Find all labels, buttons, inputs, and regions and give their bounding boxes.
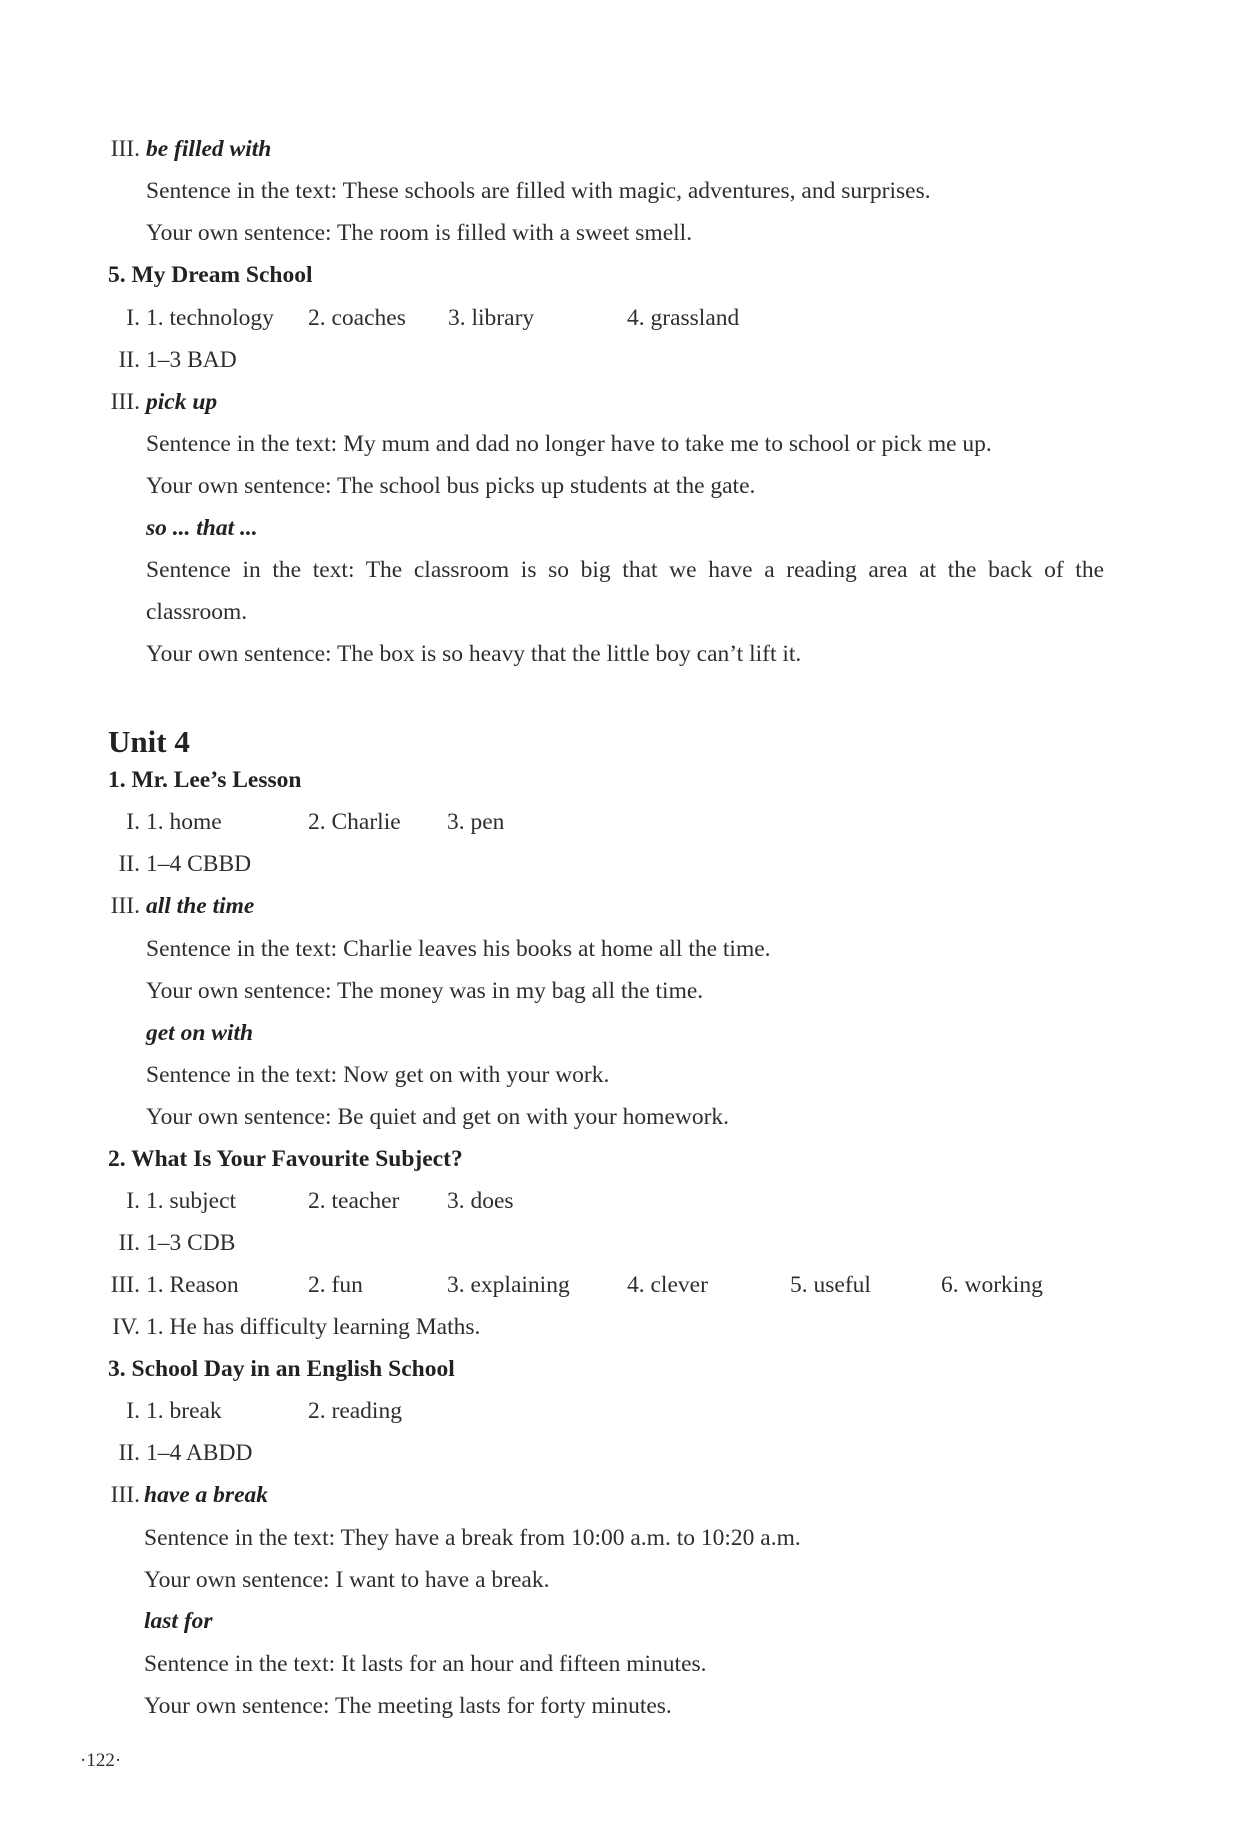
text-sentence	[0, 928, 1250, 970]
phrase-row	[0, 1012, 1250, 1054]
own-sentence-text: Your own sentence: The school bus picks up students at the gate.	[146, 473, 756, 499]
answer-item: 4. grassland	[627, 305, 740, 331]
exercise-row	[0, 1222, 1250, 1264]
exercise-label: I.	[126, 1188, 140, 1214]
section-title	[0, 1138, 1250, 1180]
own-sentence-text: Your own sentence: The room is filled with a sweet smell.	[146, 220, 693, 246]
section-title-text: 5. My Dream School	[108, 262, 313, 288]
text-sentence	[0, 1643, 1250, 1685]
phrase: all the time	[146, 893, 255, 919]
own-sentence	[0, 1685, 1250, 1727]
text-sentence-text: Sentence in the text: The classroom is so big that we have a reading area at the back of the	[146, 557, 1104, 583]
answer-item: 1. home	[146, 809, 222, 835]
exercise-row	[0, 843, 1250, 885]
text-sentence-text: Sentence in the text: It lasts for an hour and fifteen minutes.	[144, 1651, 707, 1677]
phrase-row	[0, 381, 1250, 423]
answer-item: 3. does	[447, 1188, 514, 1214]
text-sentence-text: Sentence in the text: My mum and dad no longer have to take me to school or pick me up.	[146, 431, 992, 457]
text-sentence-cont-text: classroom.	[146, 599, 248, 625]
text-sentence	[0, 1054, 1250, 1096]
answer-item: 1. break	[146, 1398, 222, 1424]
exercise-label: III.	[110, 1482, 140, 1508]
answer-item: 5. useful	[790, 1272, 871, 1298]
answer-item: 1. technology	[146, 305, 274, 331]
answer-item: 3. explaining	[447, 1272, 570, 1298]
answer-item: 2. fun	[308, 1272, 363, 1298]
text-sentence	[0, 549, 1250, 591]
phrase: so ... that ...	[146, 515, 258, 541]
own-sentence-text: Your own sentence: The meeting lasts for forty minutes.	[144, 1693, 672, 1719]
exercise-label: II.	[118, 1230, 140, 1256]
exercise-row	[0, 1390, 1250, 1432]
answer-text: 1–3 BAD	[146, 347, 237, 373]
text-sentence-text: Sentence in the text: Charlie leaves his books at home all the time.	[146, 936, 771, 962]
phrase: be filled with	[146, 136, 272, 162]
answer-text: 1–4 ABDD	[146, 1440, 253, 1466]
answer-item: 2. teacher	[308, 1188, 400, 1214]
section-title	[0, 254, 1250, 296]
answer-text: 1. He has difficulty learning Maths.	[146, 1314, 481, 1340]
exercise-row	[0, 801, 1250, 843]
answer-text: 1–3 CDB	[146, 1230, 236, 1256]
answer-item: 3. library	[448, 305, 535, 331]
answer-item: 3. pen	[447, 809, 505, 835]
answer-item: 6. working	[941, 1272, 1043, 1298]
exercise-label: II.	[118, 1440, 140, 1466]
unit-title: Unit 4	[108, 724, 190, 759]
text-sentence-text: Sentence in the text: These schools are filled with magic, adventures, and surprises.	[146, 178, 931, 204]
own-sentence-text: Your own sentence: I want to have a break.	[144, 1567, 550, 1593]
section-title	[0, 1348, 1250, 1390]
section-title-text: 1. Mr. Lee’s Lesson	[108, 767, 302, 793]
section-title	[0, 759, 1250, 801]
exercise-row	[0, 1180, 1250, 1222]
text-sentence	[0, 423, 1250, 465]
own-sentence	[0, 1559, 1250, 1601]
exercise-label: I.	[126, 1398, 140, 1424]
exercise-label: III.	[110, 136, 140, 162]
answer-item: 1. Reason	[146, 1272, 239, 1298]
page-number: ·122·	[80, 1750, 122, 1771]
own-sentence-text: Your own sentence: Be quiet and get on with your homework.	[146, 1104, 730, 1130]
phrase-row	[0, 1600, 1250, 1642]
exercise-row	[0, 1264, 1250, 1306]
exercise-label: I.	[126, 809, 140, 835]
exercise-label: II.	[118, 347, 140, 373]
own-sentence	[0, 212, 1250, 254]
exercise-label: IV.	[112, 1314, 140, 1340]
answer-item: 1. subject	[146, 1188, 237, 1214]
answer-item: 2. reading	[308, 1398, 402, 1424]
exercise-row	[0, 339, 1250, 381]
phrase: pick up	[146, 389, 218, 415]
exercise-label: II.	[118, 851, 140, 877]
own-sentence-text: Your own sentence: The money was in my bag all the time.	[146, 978, 704, 1004]
exercise-row	[0, 297, 1250, 339]
own-sentence	[0, 970, 1250, 1012]
text-sentence	[0, 1517, 1250, 1559]
phrase: get on with	[146, 1020, 254, 1046]
answer-item: 2. coaches	[308, 305, 406, 331]
exercise-label: III.	[110, 389, 140, 415]
exercise-row	[0, 1306, 1250, 1348]
own-sentence	[0, 465, 1250, 507]
phrase: have a break	[144, 1482, 269, 1508]
exercise-label: III.	[110, 1272, 140, 1298]
exercise-label: I.	[126, 305, 140, 331]
text-sentence-text: Sentence in the text: Now get on with your work.	[146, 1062, 610, 1088]
section-title-text: 3. School Day in an English School	[108, 1356, 455, 1382]
section-title-text: 2. What Is Your Favourite Subject?	[108, 1146, 463, 1172]
phrase-row	[0, 507, 1250, 549]
exercise-label: III.	[110, 893, 140, 919]
answer-text: 1–4 CBBD	[146, 851, 252, 877]
text-sentence-continued	[0, 591, 1250, 633]
answer-item: 4. clever	[627, 1272, 708, 1298]
answer-item: 2. Charlie	[308, 809, 401, 835]
phrase: last for	[144, 1608, 213, 1634]
phrase-row	[0, 885, 1250, 927]
phrase-row	[0, 1474, 1250, 1516]
own-sentence-text: Your own sentence: The box is so heavy that the little boy can’t lift it.	[146, 641, 802, 667]
own-sentence	[0, 633, 1250, 675]
text-sentence-text: Sentence in the text: They have a break from 10:00 a.m. to 10:20 a.m.	[144, 1525, 801, 1551]
text-sentence	[0, 170, 1250, 212]
own-sentence	[0, 1096, 1250, 1138]
exercise-row	[0, 1432, 1250, 1474]
phrase-row	[0, 128, 1250, 170]
